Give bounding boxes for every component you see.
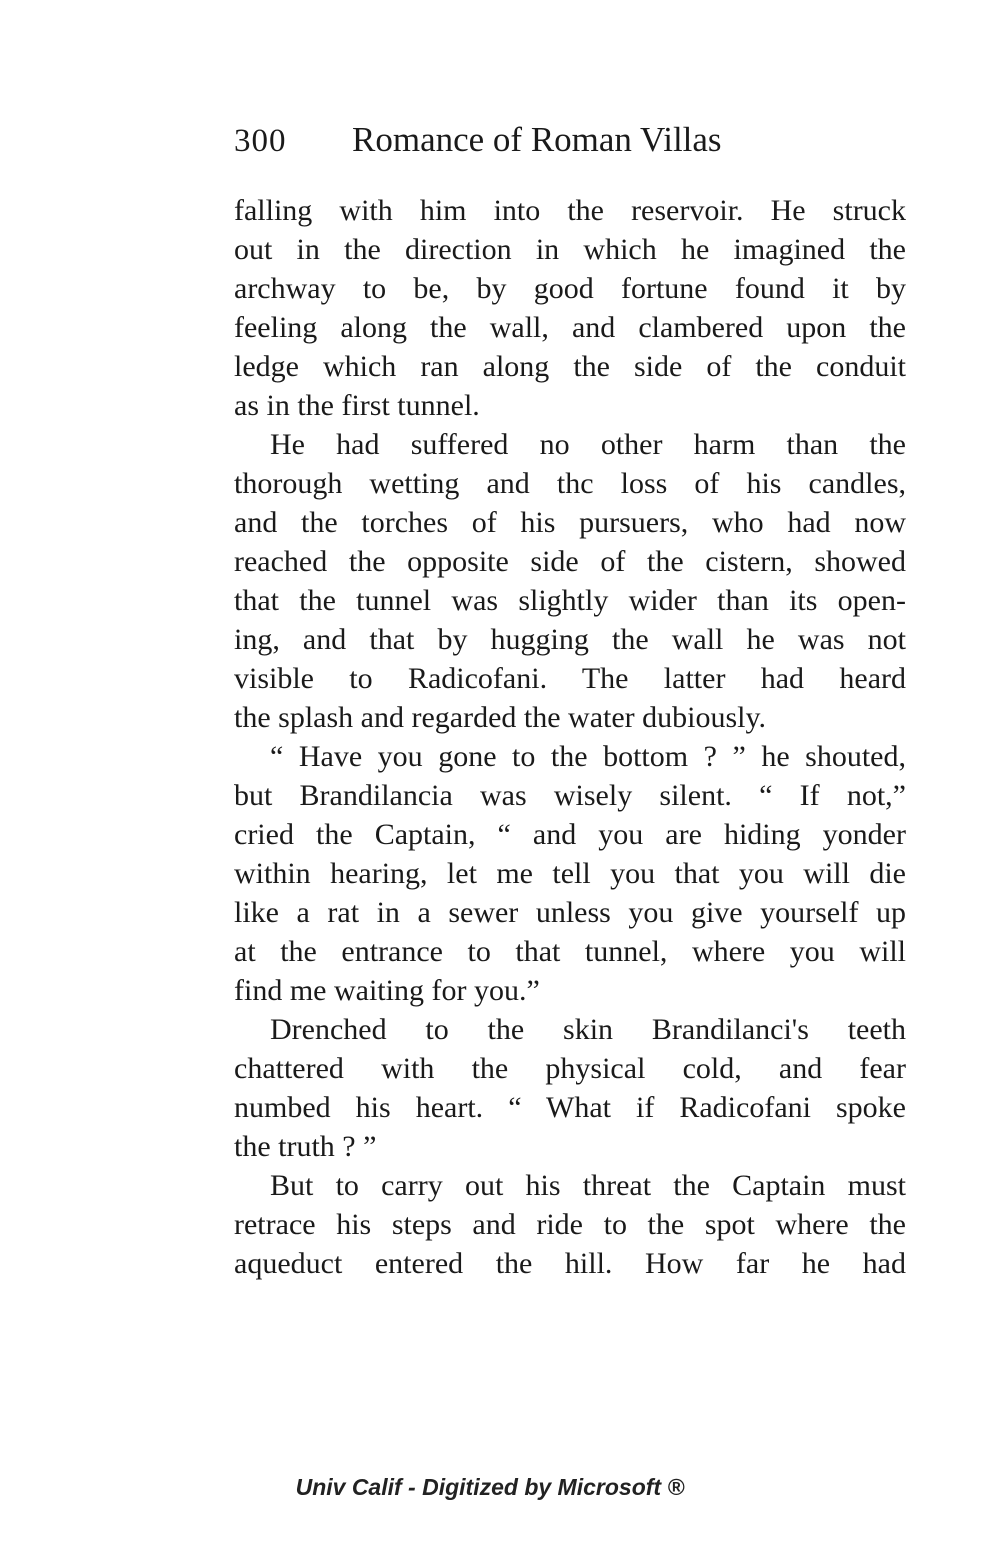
text-line: “ Have you gone to the bottom ? ” he shouted, [270, 740, 906, 773]
page-header [234, 112, 906, 168]
text-line: archway to be, by good fortune found it by [234, 272, 906, 305]
text-line: ledge which ran along the side of the conduit [234, 350, 906, 383]
text-line: as in the first tunnel. [234, 389, 480, 422]
text-line: visible to Radicofani. The latter had heard [234, 662, 906, 695]
running-title: Romance of Roman Villas [352, 120, 722, 159]
text-line: aqueduct entered the hill. How far he had [234, 1247, 906, 1280]
text-line: He had suffered no other harm than the [270, 428, 906, 461]
body-text [234, 191, 906, 1283]
text-line: ing, and that by hugging the wall he was not [234, 623, 906, 656]
text-line: within hearing, let me tell you that you will die [234, 857, 906, 890]
watermark-text: Univ Calif - Digitized by Microsoft ® [295, 1474, 685, 1500]
text-line: But to carry out his threat the Captain must [270, 1169, 906, 1202]
text-line: and the torches of his pursuers, who had now [234, 506, 906, 539]
text-line: Drenched to the skin Brandilanci's teeth [270, 1013, 906, 1046]
text-line: numbed his heart. “ What if Radicofani spoke [234, 1091, 906, 1124]
text-line: feeling along the wall, and clambered upon the [234, 311, 906, 344]
text-line: retrace his steps and ride to the spot where the [234, 1208, 906, 1241]
page-number: 300 [234, 123, 287, 159]
text-line: the truth ? ” [234, 1130, 377, 1163]
text-line: falling with him into the reservoir. He struck [234, 194, 906, 227]
text-line: like a rat in a sewer unless you give yourself up [234, 896, 906, 929]
text-line: that the tunnel was slightly wider than its open- [234, 584, 906, 617]
text-line: out in the direction in which he imagined the [234, 233, 906, 266]
text-line: find me waiting for you.” [234, 974, 540, 1007]
text-line: the splash and regarded the water dubiously. [234, 701, 767, 734]
text-line: chattered with the physical cold, and fear [234, 1052, 906, 1085]
text-line: cried the Captain, “ and you are hiding yonder [234, 818, 906, 851]
text-line: at the entrance to that tunnel, where you will [234, 935, 906, 968]
text-line: reached the opposite side of the cistern, showed [234, 545, 906, 578]
text-line: thorough wetting and thc loss of his candles, [234, 467, 906, 500]
digitization-watermark [0, 1474, 1000, 1501]
text-line: but Brandilancia was wisely silent. “ If not,” [234, 779, 906, 812]
